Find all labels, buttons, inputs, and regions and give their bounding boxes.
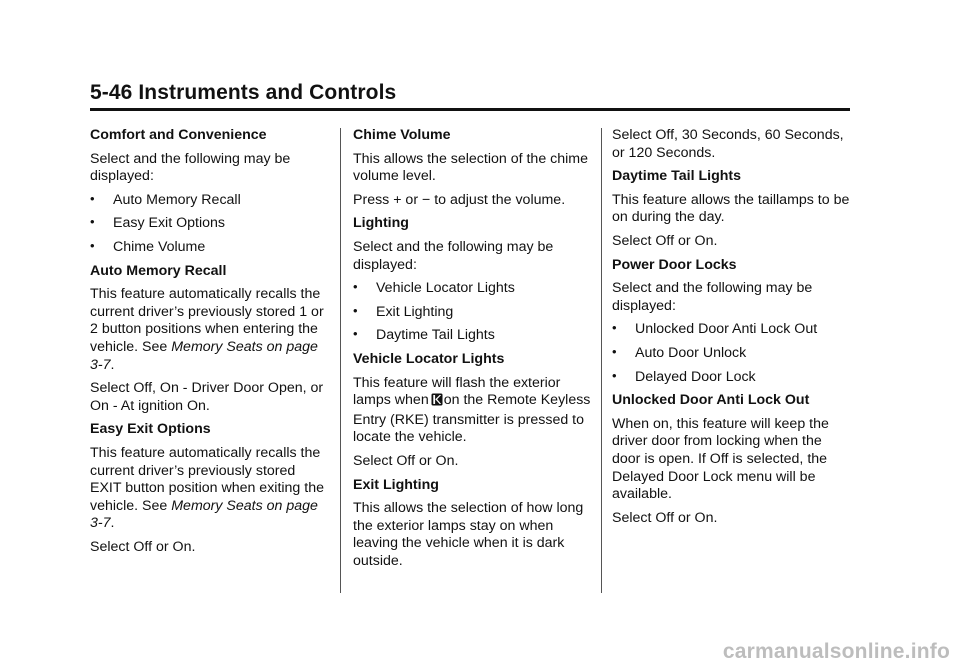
amr-body-text: This feature automatically recalls the current driver’s previously stored 1 or 2 button positions when entering the vehicle. See (90, 286, 324, 355)
dtl-body: This feature allows the taillamps to be on during the day. (612, 191, 850, 226)
pdl-item: • Unlocked Door Anti Lock Out (612, 321, 850, 339)
column-divider-2 (601, 128, 602, 593)
column-2 (353, 127, 591, 576)
exit-heading: Exit Lighting (353, 476, 439, 493)
vll-body-before: This feature will flash the exterior lamps when (353, 374, 561, 409)
dtl-heading: Daytime Tail Lights (612, 168, 742, 185)
eeo-ref-end: . (110, 515, 115, 532)
exit-body: This allows the selection of how long the exterior lamps stay on when leaving the vehicle when it is dark outside. (353, 500, 584, 569)
dtl-options: Select Off or On. (612, 232, 718, 249)
comfort-item: • Easy Exit Options (90, 215, 328, 233)
chime-adjust: Press + or − to adjust the volume. (353, 191, 566, 208)
amr-options: Select Off, On - Driver Door Open, or On - At ignition On. (90, 380, 324, 414)
udalo-heading: Unlocked Door Anti Lock Out (612, 392, 810, 409)
lock-unlock-key-icon (431, 393, 443, 412)
lighting-item: • Vehicle Locator Lights (353, 280, 591, 298)
column-1 (90, 127, 328, 562)
vll-body-after: on the Remote Keyless Entry (RKE) transmitter is pressed to locate the vehicle. (353, 392, 591, 446)
lighting-heading: Lighting (353, 215, 409, 232)
page-header (90, 80, 850, 111)
vll-heading: Vehicle Locator Lights (353, 350, 505, 367)
comfort-item: • Auto Memory Recall (90, 192, 328, 210)
exit-options: Select Off, 30 Seconds, 60 Seconds, or 120 Seconds. (612, 127, 844, 161)
watermark: carmanualsonline.info (722, 640, 950, 663)
lighting-item: • Exit Lighting (353, 304, 591, 322)
amr-heading: Auto Memory Recall (90, 262, 227, 279)
udalo-options: Select Off or On. (612, 509, 718, 526)
amr-ref-link[interactable]: Memory Seats on page 3-7 (90, 338, 318, 373)
vll-body (353, 375, 591, 447)
udalo-body: When on, this feature will keep the driver door from locking when the door is open. If Off is selected, the Delayed Door Lock menu will be available. (612, 415, 829, 503)
eeo-heading: Easy Exit Options (90, 421, 211, 438)
pdl-heading: Power Door Locks (612, 256, 737, 273)
amr-ref-end: . (110, 356, 115, 373)
pdl-item: • Auto Door Unlock (612, 345, 850, 363)
eeo-body-text: This feature automatically recalls the current driver’s previously stored EXIT button position when exiting the vehicle. See (90, 444, 324, 514)
pdl-intro: Select and the following may be displayed: (612, 280, 813, 314)
lighting-item: • Daytime Tail Lights (353, 327, 591, 345)
chime-body: This allows the selection of the chime volume level. (353, 150, 588, 185)
pdl-item: • Delayed Door Lock (612, 369, 850, 387)
header-rule (90, 108, 850, 111)
eeo-body (90, 445, 328, 533)
comfort-intro: Select and the following may be displayed: (90, 150, 291, 185)
amr-body (90, 286, 328, 374)
lighting-intro: Select and the following may be displayed: (353, 238, 554, 273)
column-3 (612, 127, 850, 533)
eeo-ref-link[interactable]: Memory Seats on page 3-7 (90, 497, 318, 532)
comfort-item: • Chime Volume (90, 239, 328, 257)
column-divider-1 (340, 128, 341, 593)
page-title: 5-46 Instruments and Controls (90, 81, 397, 104)
comfort-heading: Comfort and Convenience (90, 127, 267, 143)
vll-options: Select Off or On. (353, 452, 459, 469)
eeo-options: Select Off or On. (90, 538, 196, 555)
chime-heading: Chime Volume (353, 127, 451, 143)
